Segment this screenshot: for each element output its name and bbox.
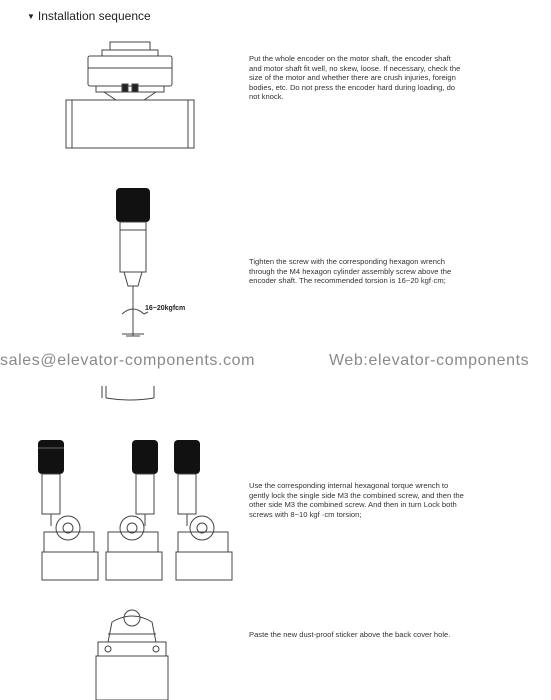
torque-label: 16~20kgfcm: [145, 305, 186, 312]
section-heading: [27, 9, 151, 23]
watermark-email: sales@elevator-components.com: [0, 352, 256, 369]
step2-illustration: [104, 186, 214, 346]
triangle-down-icon: ▼: [27, 11, 35, 21]
step4-illustration: [92, 608, 172, 700]
watermark-web: Web:elevator-components: [329, 352, 530, 369]
step3-illustration: [34, 436, 244, 581]
section-title: Installation sequence: [37, 9, 151, 23]
step3-text: Use the corresponding internal hexagonal torque wrench to gently lock the single side M3 the combined screw, and then the other side M3 the combined screw. And then in turn Lock both screws with 8~10 kgf ·cm torsion;: [249, 481, 464, 519]
step2-text: Tighten the screw with the corresponding hexagon wrench through the M4 hexagon cylinder assembly screw above the encoder shaft. The recommended torsion is 16~20 kgf·cm;: [249, 257, 452, 286]
step1-text: Put the whole encoder on the motor shaft, the encoder shaft and motor shaft fit well, no skew, loose. If necessary, check the size of the motor and whether there are crush injuries, foreign bodies, etc. Do not press the encoder hard during loading, do not knock.: [249, 54, 461, 102]
step2-bracket-illustration: [100, 384, 160, 402]
step1-illustration: [60, 38, 200, 148]
step4-text: Paste the new dust-proof sticker above the back cover hole.: [249, 630, 451, 639]
